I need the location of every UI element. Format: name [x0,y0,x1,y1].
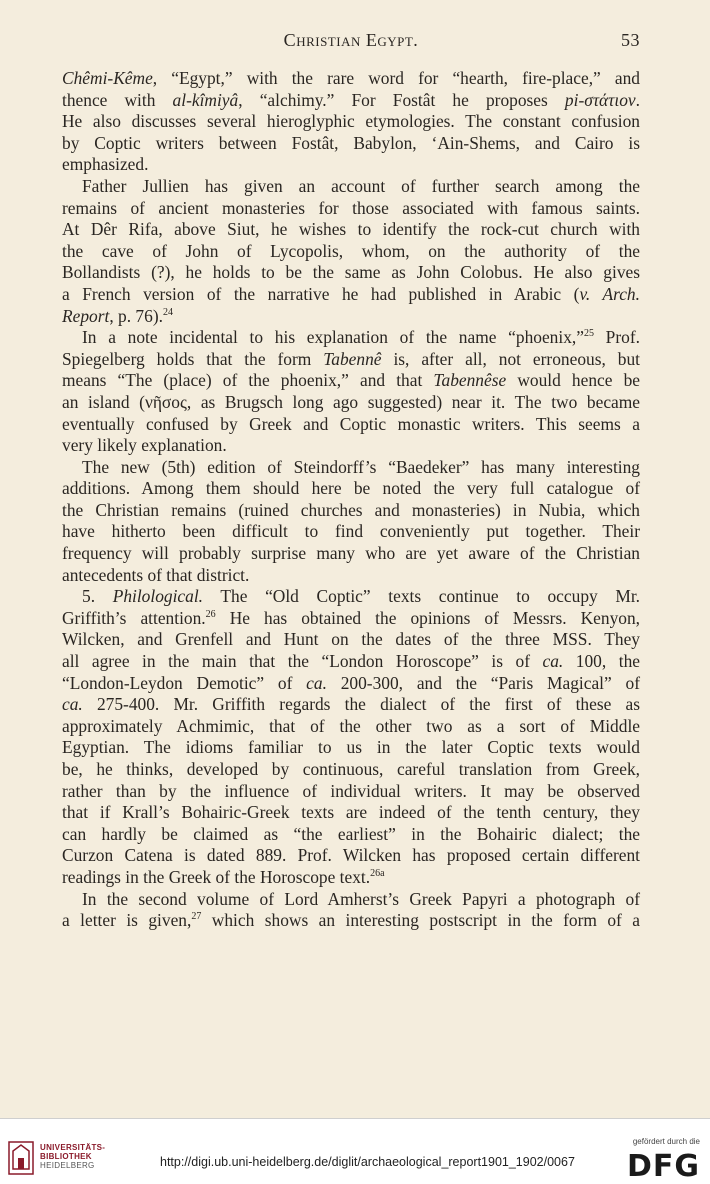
text-line: the Christian remains (ruined churches and monasteries) in Nubia, which [62,499,640,520]
library-name [40,1143,105,1170]
text-line: “London-Leydon Demotic” of ca. 200-300, and the “Paris Magical” of [62,672,640,693]
running-head [62,30,640,54]
text-line: Spiegelberg holds that the form Tabennê is, after all, not erroneous, but [62,348,640,369]
text-line: The new (5th) edition of Steindorff’s “Baedeker” has many interesting [82,456,640,477]
running-title-rest-2: gypt. [377,30,419,50]
page-number: 53 [621,30,640,50]
text-line: Report, p. 76).$^{24}$ [62,305,173,326]
text-line: rather than by the influence of individual writers. It may be observed [62,780,640,801]
text-line: can hardly be claimed as “the earliest” in the Bohairic dialect; the [62,823,640,844]
text-line: At Dêr Rifa, above Siut, he wishes to identify the rock-cut church with [62,219,640,240]
text-line: eventually confused by Greek and Coptic monastic writers. This seems a [62,413,640,434]
text-line: very likely explanation. [62,435,227,456]
text-line: frequency will probably surprise many who are yet aware of the Christian [62,543,640,564]
paragraph [62,176,640,327]
dfg-logo: DFG [626,1149,700,1184]
text-line: Chêmi-Kême, “Egypt,” with the rare word for “hearth, fire-place,” and [62,68,640,88]
text-line: additions. Among them should here be noted the very full catalogue of [62,478,640,499]
permalink[interactable]: http://digi.ub.uni-heidelberg.de/diglit/archaeological_report1901_1902/0067 [160,1155,575,1169]
text-line: thence with al-kîmiyâ, “alchimy.” For Fostât he proposes pi-στάτιον. [62,89,640,110]
text-line: a letter is given,$^{27}$ which shows an interesting postscript in the form of a [62,910,640,931]
text-line: antecedents of that district. [62,564,250,585]
library-name-line-3: HEIDELBERG [40,1161,95,1170]
text-line: the cave of John of Lycopolis, whom, on the authority of the [62,240,640,261]
text-line: Egyptian. The idioms familiar to us in the later Coptic texts would [62,737,640,758]
body-text [62,68,640,932]
running-title [62,30,640,51]
text-line: Father Jullien has given an account of further search among the [82,175,640,196]
text-line: Griffith’s attention.$^{26}$ He has obtained the opinions of Messrs. Kenyon, [62,607,641,628]
funding-note: gefördert durch die [632,1137,700,1146]
running-title-cap-2: E [365,30,378,50]
university-seal-icon [8,1141,34,1175]
paragraph [62,457,640,587]
paragraph [62,327,640,457]
viewer-footer [0,1118,710,1184]
text-line: Curzon Catena is dated 889. Prof. Wilcken has proposed certain different [62,845,640,866]
running-title-cap-1: C [283,30,297,50]
text-line: Wilcken, and Grenfell and Hunt on the dates of the three MSS. They [62,629,640,650]
text-line: ca. 275-400. Mr. Griffith regards the dialect of the first of these as [62,694,640,715]
text-line: In the second volume of Lord Amherst’s Greek Papyri a photograph of [82,888,640,909]
text-line: a French version of the narrative he had published in Arabic (v. Arch. [62,283,640,304]
text-line: approximately Achmimic, that of the other two as a sort of Middle [62,715,640,736]
text-line: that if Krall’s Bohairic-Greek texts are indeed of the tenth century, they [62,802,640,823]
text-line: emphasized. [62,154,149,175]
text-line: In a note incidental to his explanation of the name “phoenix,”$^{25}$ Prof. [82,327,640,348]
paragraph [62,889,640,932]
text-line: all agree in the main that the “London Horoscope” is of ca. 100, the [62,651,640,672]
paragraph [62,68,640,176]
text-line: Bollandists (?), he holds to be the same as John Colobus. He also gives [62,262,640,283]
library-name-line-1: UNIVERSITÄTS- [40,1143,106,1152]
running-title-rest-1: hristian [296,30,361,50]
text-line: remains of ancient monasteries for those associated with famous saints. [62,197,640,218]
text-line: He also discusses several hieroglyphic etymologies. The constant confusion [62,111,640,132]
text-line: 5. Philological. The “Old Coptic” texts continue to occupy Mr. [82,586,641,607]
text-line: have hitherto been difficult to find conveniently put together. Their [62,521,640,542]
text-line: an island (νῆσος, as Brugsch long ago suggested) near it. The two became [62,391,640,412]
paragraph [62,586,640,888]
text-line: means “The (place) of the phoenix,” and that Tabennêse would hence be [62,370,640,391]
text-line: by Coptic writers between Fostât, Babylon, ‘Ain-Shems, and Cairo is [62,132,640,153]
library-name-line-2: BIBLIOTHEK [40,1152,92,1161]
text-line: readings in the Greek of the Horoscope text.$^{26a}$ [62,866,385,887]
text-line: be, he thinks, developed by continuous, careful translation from Greek, [62,759,640,779]
